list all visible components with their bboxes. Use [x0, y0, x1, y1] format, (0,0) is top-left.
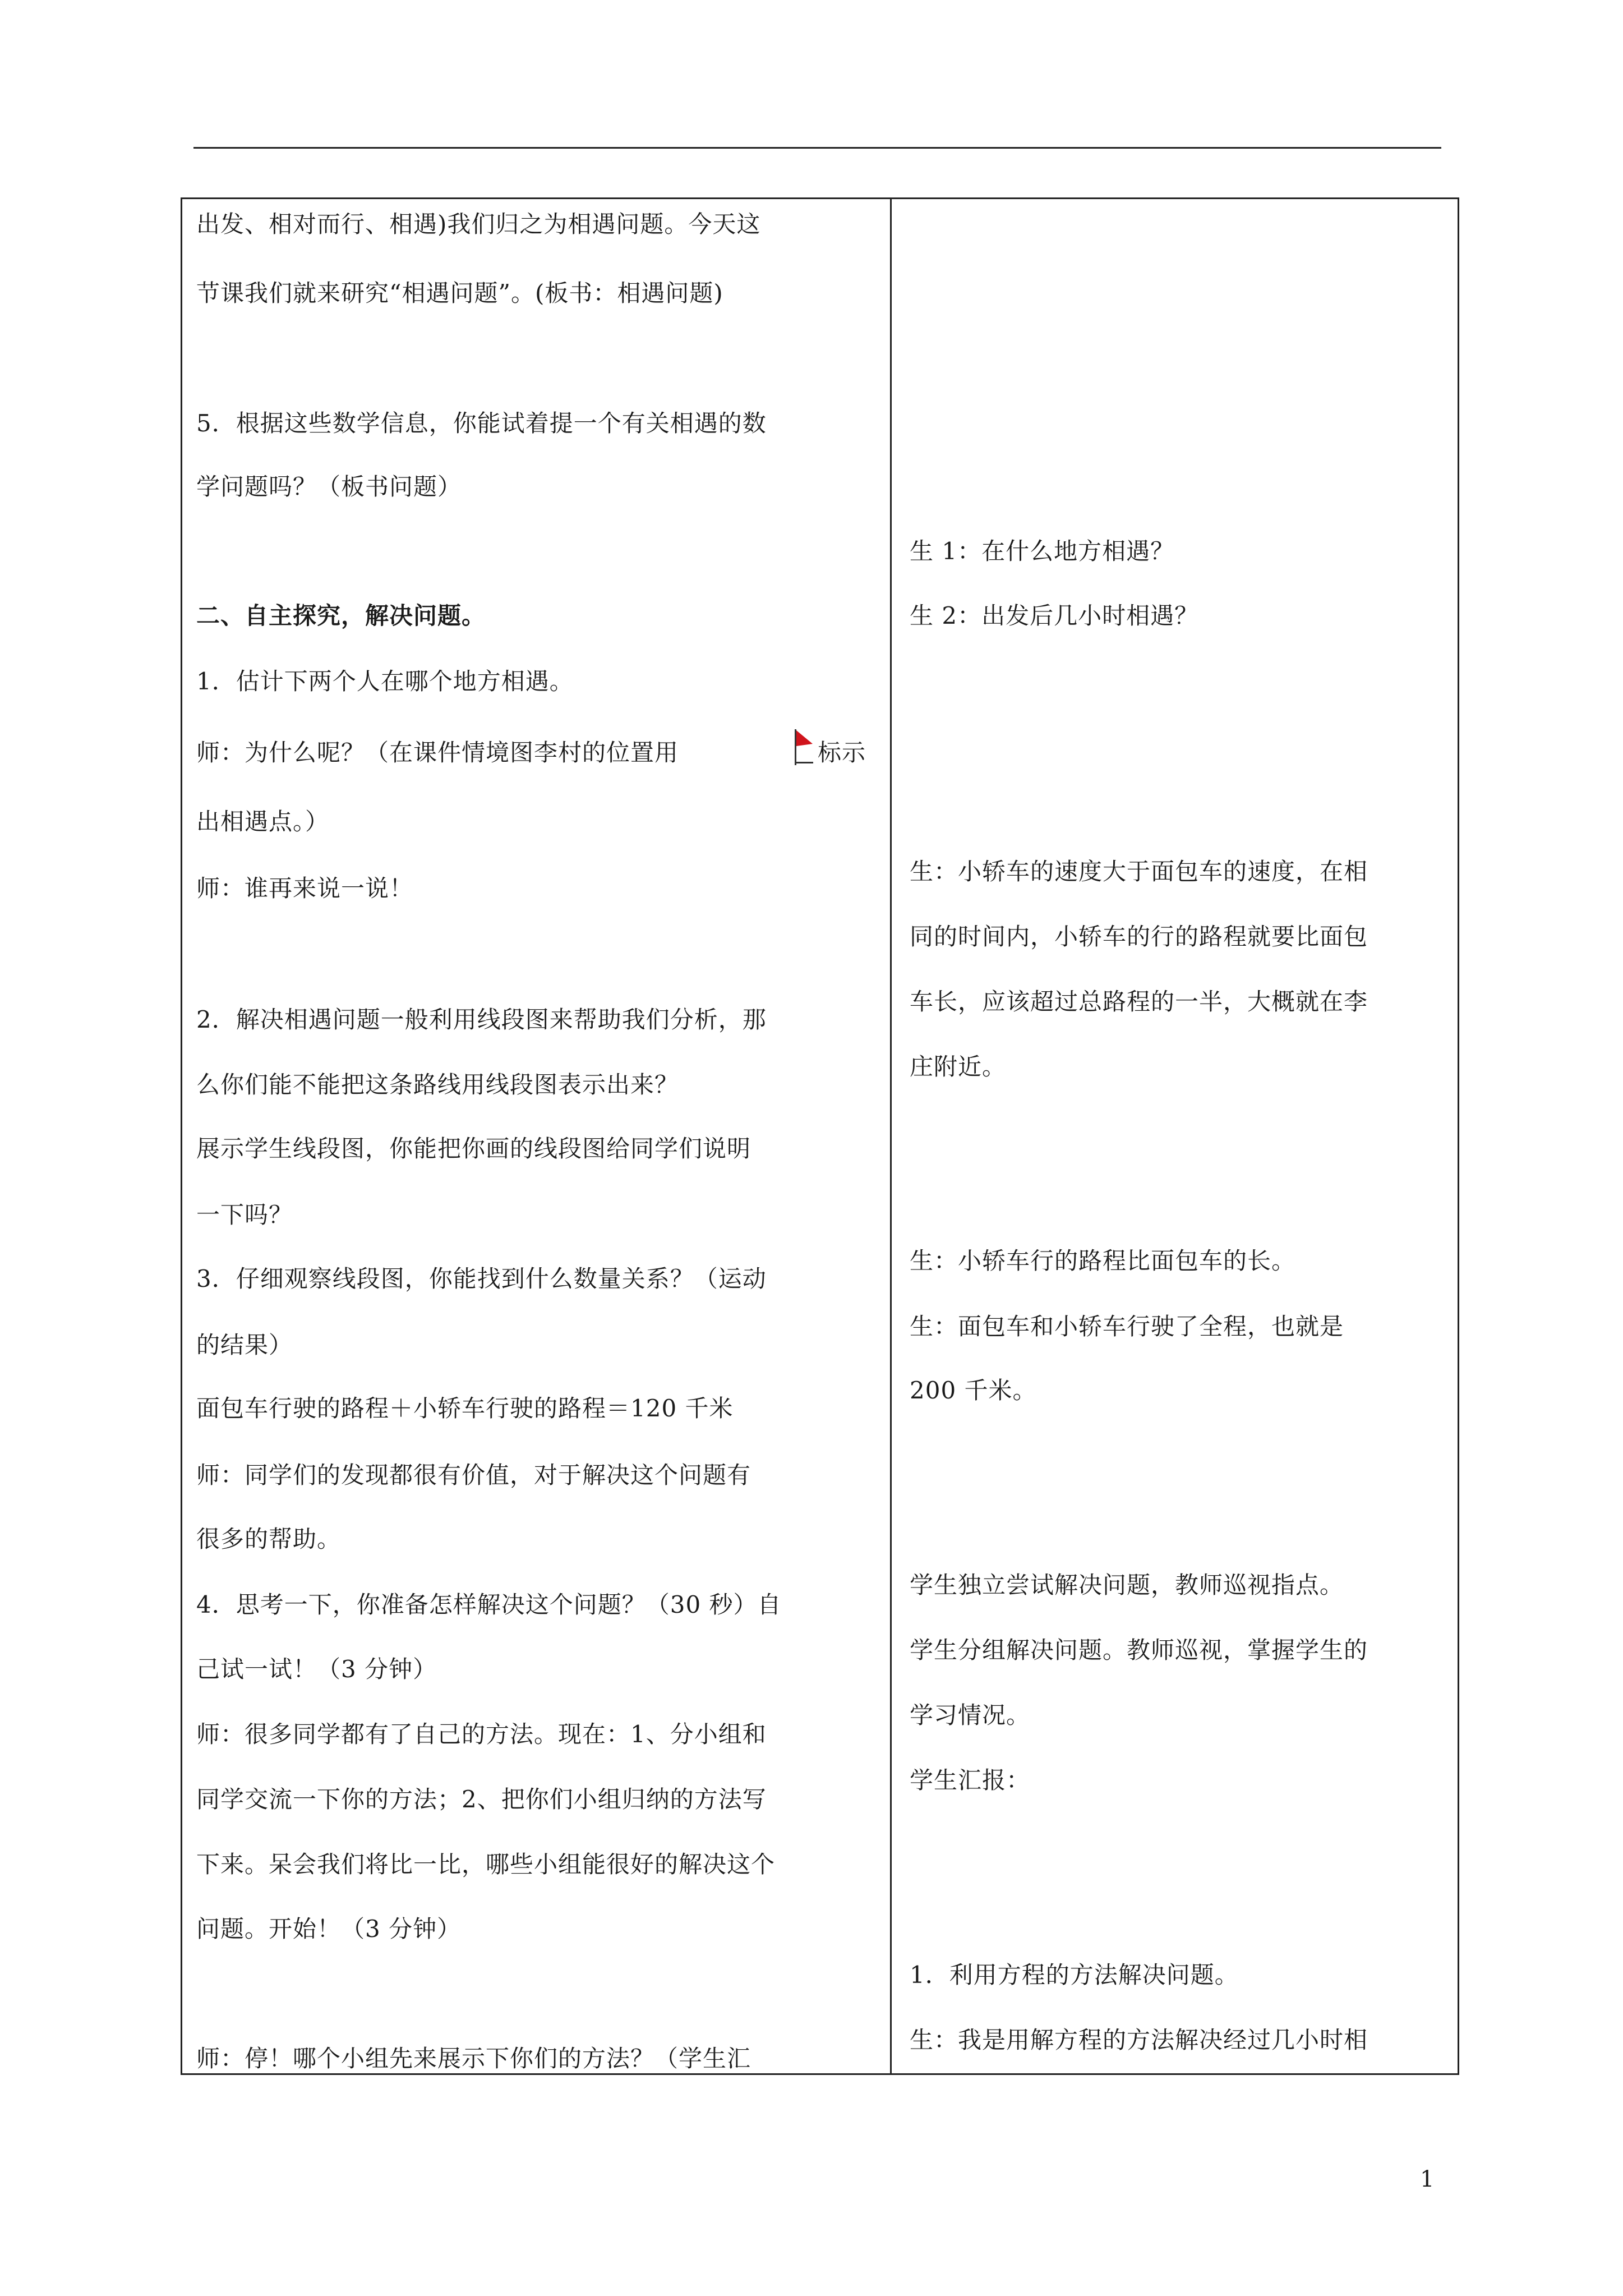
left-line: 5．根据这些数学信息，你能试着提一个有关相遇的数: [196, 409, 767, 437]
left-line: 出发、相对而行、相遇)我们归之为相遇问题。今天这: [196, 210, 761, 238]
header-rule: [193, 147, 1441, 149]
left-line: 学问题吗？（板书问题）: [196, 473, 462, 500]
right-line: 学生独立尝试解决问题，教师巡视指点。: [910, 1571, 1344, 1599]
right-line: 生：我是用解方程的方法解决经过几小时相: [910, 2026, 1368, 2054]
left-line: 3．仔细观察线段图，你能找到什么数量关系？（运动: [196, 1265, 767, 1292]
left-line: 面包车行驶的路程＋小轿车行驶的路程＝120 千米: [196, 1395, 734, 1422]
right-line: 同的时间内，小轿车的行的路程就要比面包: [910, 923, 1368, 950]
left-line: 己试一试！（3 分钟）: [196, 1655, 437, 1683]
left-line: 师：为什么呢？（在课件情境图李村的位置用: [196, 739, 679, 766]
left-line: 同学交流一下你的方法；2、把你们小组归纳的方法写: [196, 1786, 767, 1813]
left-line: 很多的帮助。: [196, 1525, 342, 1553]
right-line: 庄附近。: [910, 1053, 1007, 1080]
section-heading: 二、自主探究，解决问题。: [196, 602, 486, 629]
right-line: 生：面包车和小轿车行驶了全程，也就是: [910, 1313, 1344, 1340]
right-line: 学生汇报：: [910, 1766, 1031, 1794]
left-line: 一下吗？: [196, 1201, 293, 1228]
right-line: 1．利用方程的方法解决问题。: [910, 1961, 1239, 1989]
left-line: 出相遇点。）: [196, 808, 330, 835]
right-line: 学习情况。: [910, 1701, 1031, 1729]
right-line: 生：小轿车的速度大于面包车的速度，在相: [910, 858, 1368, 885]
left-line: 标示: [818, 739, 866, 766]
left-line: 师：同学们的发现都很有价值，对于解决这个问题有: [196, 1461, 751, 1489]
right-line: 学生分组解决问题。教师巡视，掌握学生的: [910, 1636, 1368, 1664]
right-line: 车长，应该超过总路程的一半，大概就在李: [910, 988, 1368, 1015]
left-line: 问题。开始！（3 分钟）: [196, 1915, 462, 1943]
page-number: 1: [1420, 2166, 1435, 2192]
left-line: 么你们能不能把这条路线用线段图表示出来？: [196, 1071, 679, 1098]
left-line: 师：停！哪个小组先来展示下你们的方法？（学生汇: [196, 2045, 751, 2072]
left-line: 的结果）: [196, 1331, 293, 1359]
right-line: 生：小轿车行的路程比面包车的长。: [910, 1247, 1296, 1274]
left-line: 展示学生线段图，你能把你画的线段图给同学们说明: [196, 1135, 751, 1162]
left-line: 4．思考一下，你准备怎样解决这个问题？（30 秒）自: [196, 1591, 782, 1618]
right-line: 生 1：在什么地方相遇？: [910, 537, 1175, 565]
left-line: 节课我们就来研究“相遇问题”。(板书：相遇问题): [196, 279, 723, 307]
flag-icon: [794, 729, 814, 765]
column-divider: [890, 197, 892, 2075]
left-line: 下来。呆会我们将比一比，哪些小组能很好的解决这个: [196, 1851, 776, 1878]
right-line: 生 2：出发后几小时相遇？: [910, 602, 1199, 629]
left-line: 师：很多同学都有了自己的方法。现在：1、分小组和: [196, 1720, 767, 1748]
right-line: 200 千米。: [910, 1377, 1037, 1404]
left-line: 师：谁再来说一说！: [196, 875, 414, 902]
left-line: 1．估计下两个人在哪个地方相遇。: [196, 668, 574, 695]
left-line: 2．解决相遇问题一般利用线段图来帮助我们分析，那: [196, 1006, 767, 1033]
